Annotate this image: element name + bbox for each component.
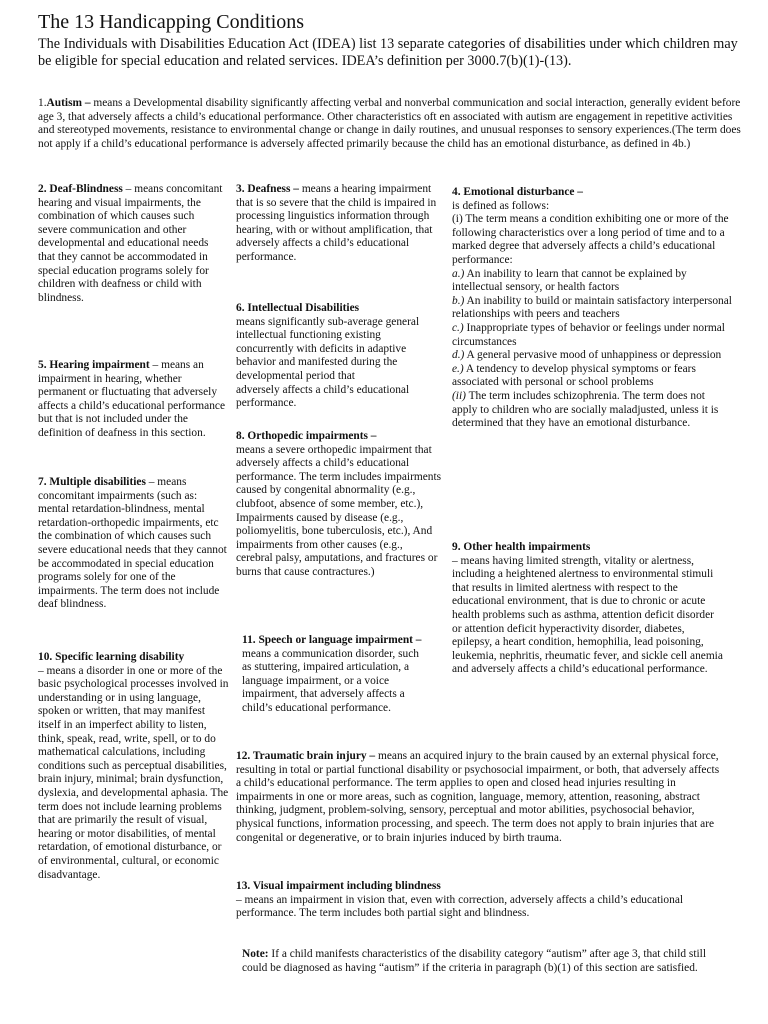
item-text: A general pervasive mood of unhappiness or depression: [464, 349, 722, 362]
condition-text: is defined as follows:: [452, 199, 550, 212]
condition-text: means a communication disorder, such as stuttering, impaired articulation, a language impairment, or a voice impairment, that adversely affects a child’s educational performance.: [242, 647, 419, 714]
condition-heading: 10. Specific learning disability: [38, 651, 185, 663]
item-text: Inappropriate types of behavior or feelings under normal circumstances: [452, 321, 725, 348]
condition-deafness: [236, 183, 440, 265]
condition-intellectual-disabilities: [236, 302, 440, 411]
item-label: (ii): [452, 389, 466, 402]
item-label: d.): [452, 349, 465, 362]
condition-visual-impairment: [236, 880, 722, 921]
condition-other-health-impairments: [452, 541, 726, 677]
condition-heading: 3. Deafness –: [236, 183, 299, 195]
note-block: [242, 948, 730, 975]
note-text: If a child manifests characteristics of the disability category “autism” after age 3, that child still could be diagnosed as having “autism” if the criteria in paragraph (b)(1) of this section are satisfied.: [242, 948, 707, 974]
condition-text: means significantly sub-average general intellectual functioning existing concurrently with deficits in adaptive behavior and manifested during the developmental period that: [236, 315, 420, 382]
condition-specific-learning-disability: [38, 651, 230, 882]
condition-heading: 5. Hearing impairment: [38, 359, 150, 371]
item-text: A tendency to develop physical symptoms or fears associated with personal or school problems: [452, 362, 696, 389]
condition-multiple-disabilities: [38, 476, 230, 612]
condition-heading: Autism –: [46, 97, 91, 109]
condition-emotional-disturbance: [452, 186, 732, 431]
condition-speech-language-impairment: [242, 634, 428, 716]
condition-heading: 9. Other health impairments: [452, 541, 591, 553]
condition-text: means a Developmental disability significantly affecting verbal and nonverbal communication and social interaction, generally evident before age 3, that adversely affects a child’s educational performance. Other characteristics oft en associated with autism are engagement in repetitive activities and stereotyped movements, resistance to environmental change or change in daily routines, and unusual responses to sensory experiences.(The term does not apply if a child’s educational performance is adversely affected primarily because the child has an emotional disturbance, as defined in 4b.): [38, 97, 741, 150]
condition-traumatic-brain-injury: [236, 750, 722, 845]
condition-text: (i) The term means a condition exhibiting one or more of the following characteristics over a long period of time and to a marked degree that adversely affects a child’s educational performance:: [452, 213, 729, 266]
item-label: a.): [452, 267, 465, 280]
item-text: An inability to learn that cannot be explained by intellectual sensory, or health factors: [452, 267, 687, 294]
item-label: b.): [452, 294, 465, 307]
note-label: Note:: [242, 948, 269, 960]
condition-text: means an acquired injury to the brain caused by an external physical force, resulting in total or partial functional disability or psychosocial impairment, or both, that adversely affects a child’s educational performance. The term applies to open and closed head injuries resulting in impairments in one or more areas, such as cognition, language, memory, attention, reasoning, abstract thinking, judgment, problem-solving, sensory, perceptual and motor abilities, psychosocial behavior, physical functions, information processing, and speech. The term does not apply to brain injuries that are congenital or degenerative, or to brain injuries induced by birth trauma.: [236, 750, 720, 844]
condition-text: – means having limited strength, vitality or alertness, including a heightened alertness to environmental stimuli that results in limited alertness with respect to the educational environment, that is due to chronic or acute health problems such as asthma, attention deficit disorder or attention deficit hyperactivity disorder, diabetes, epilepsy, a heart condition, hemophilia, lead poisoning, leukemia, nephritis, rheumatic fever, and sickle cell anemia and adversely affects a child’s educational performance.: [452, 554, 723, 676]
condition-text: – means an impairment in hearing, whether permanent or fluctuating that adversely affects a child’s educational performance but that is not included under the definition of deafness in this section.: [38, 359, 226, 439]
condition-heading: 12. Traumatic brain injury –: [236, 750, 376, 762]
item-text: The term includes schizophrenia. The term does not apply to children who are socially maladjusted, unless it is determined that they have an emotional disturbance.: [452, 389, 719, 430]
item-text: An inability to build or maintain satisfactory interpersonal relationships with peers and teachers: [452, 294, 732, 321]
intro-paragraph: The Individuals with Disabilities Education Act (IDEA) list 13 separate categories of disabilities under which children may be eligible for special education and related services. IDEA’s definition per 3000.7(b)(1)-(13).: [38, 36, 738, 69]
condition-orthopedic-impairments: [236, 430, 442, 580]
condition-hearing-impairment: [38, 359, 228, 441]
condition-text: means a hearing impairment that is so severe that the child is impaired in processing linguistics information through hearing, with or without amplification, that adversely affects a child’s educational performance.: [236, 183, 437, 263]
page-title: The 13 Handicapping Conditions: [38, 11, 305, 33]
condition-text: means a severe orthopedic impairment that adversely affects a child’s educational performance. The term includes impairments caused by congenital abnormality (e.g., clubfoot, absence of some member, etc.), Impairments caused by disease (e.g., poliomyelitis, bone tuberculosis, etc.), And impairments from other causes (e.g., cerebral palsy, amputations, and fractures or burns that cause contractures.): [236, 443, 442, 578]
condition-text: – means concomitant impairments (such as: mental retardation-blindness, mental retardation-orthopedic impairments, etc the combination of which causes such severe educational needs that they cannot be accommodated in special education programs solely for one of the impairments. The term does not include deaf blindness.: [38, 476, 227, 611]
condition-heading: 13. Visual impairment including blindness: [236, 880, 441, 892]
condition-text: – means concomitant hearing and visual impairments, the combination of which causes such severe communication and other developmental and educational needs that they cannot be accommodated in special education programs solely for children with deafness or child with blindness.: [38, 183, 223, 304]
condition-heading: 7. Multiple disabilities: [38, 476, 146, 488]
condition-text: adversely affects a child’s educational performance.: [236, 383, 410, 410]
condition-heading: 11. Speech or language impairment –: [242, 634, 422, 646]
condition-heading: 2. Deaf-Blindness: [38, 183, 123, 195]
item-label: c.): [452, 321, 464, 334]
condition-heading: 8. Orthopedic impairments –: [236, 430, 377, 442]
condition-text: – means an impairment in vision that, even with correction, adversely affects a child’s educational performance. The term includes both partial sight and blindness.: [236, 893, 684, 920]
condition-number: 1.: [38, 97, 47, 109]
condition-text: – means a disorder in one or more of the basic psychological processes involved in understanding or in using language, spoken or written, that may manifest itself in an imperfect ability to listen, think, speak, read, write, spell, or to do mathematical calculations, including conditions such as perceptual disabilities, brain injury, minimal; brain dysfunction, dyslexia, and developmental aphasia. The term does not include learning problems that are primarily the result of visual, hearing or motor disabilities, of mental retardation, of emotional disturbance, or of environmental, cultural, or economic disadvantage.: [38, 664, 229, 881]
condition-autism: [38, 97, 746, 151]
condition-heading: 6. Intellectual Disabilities: [236, 302, 360, 314]
condition-deaf-blindness: [38, 183, 226, 305]
item-label: e.): [452, 362, 464, 375]
condition-heading: 4. Emotional disturbance –: [452, 186, 584, 198]
